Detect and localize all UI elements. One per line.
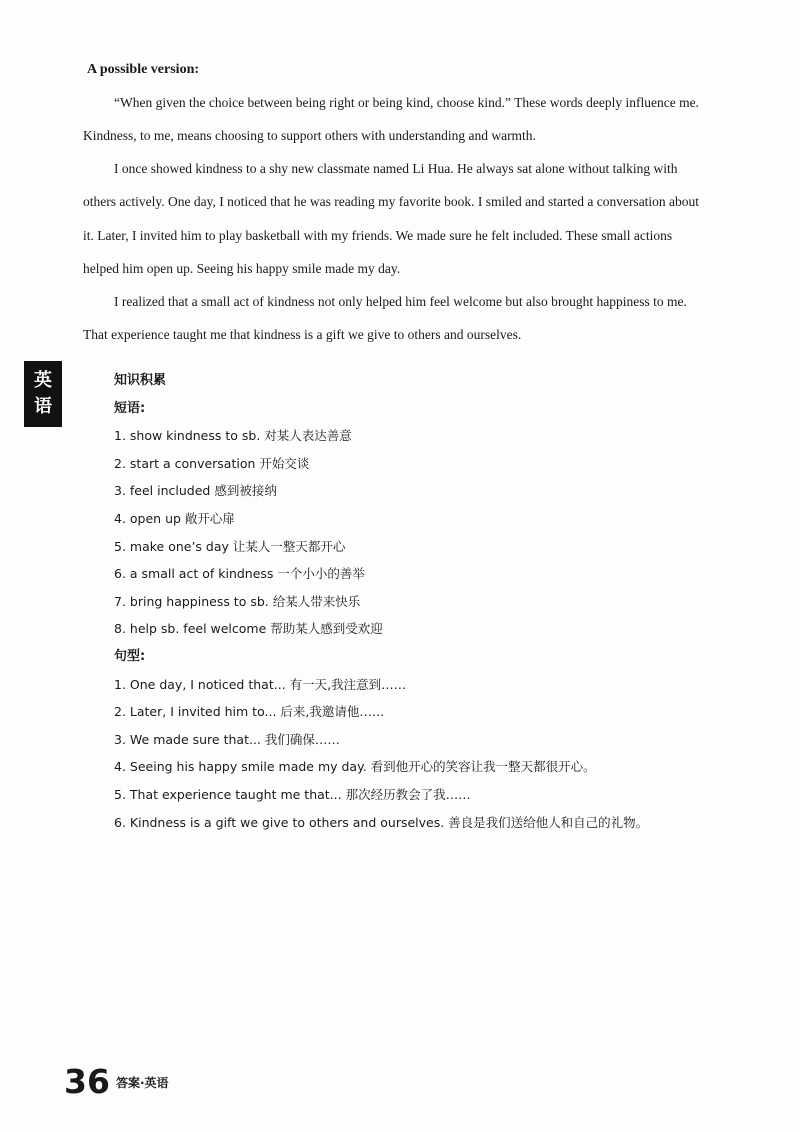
page-number: 36: [64, 1062, 110, 1101]
sentences-title: 句型:: [114, 648, 146, 664]
phrase-item: 8. help sb. feel welcome 帮助某人感到受欢迎: [114, 621, 383, 637]
sentence-item: 1. One day, I noticed that... 有一天,我注意到……: [114, 676, 407, 692]
sentence-item: 5. That experience taught me that... 那次经历教会了我……: [114, 786, 471, 802]
phrase-item: 3. feel included 感到被接纳: [114, 483, 277, 499]
phrase-item: 4. open up 敞开心扉: [114, 510, 235, 526]
phrase-item: 2. start a conversation 开始交谈: [114, 455, 310, 471]
essay-line: “When given the choice between being right or being kind, choose kind.” These words deeply influence me.: [114, 95, 699, 110]
essay-line: I realized that a small act of kindness not only helped him feel welcome but also brought happiness to me.: [114, 294, 687, 309]
notes-title: 知识积累: [114, 373, 167, 388]
essay-line: Kindness, to me, means choosing to support others with understanding and warmth.: [83, 128, 536, 143]
subject-side-tab: [24, 361, 62, 427]
essay-line: That experience taught me that kindness is a gift we give to others and ourselves.: [83, 327, 522, 342]
sentence-item: 4. Seeing his happy smile made my day. 看到他开心的笑容让我一整天都很开心。: [114, 759, 596, 775]
phrase-item: 5. make one’s day 让某人一整天都开心: [114, 538, 346, 554]
phrase-item: 6. a small act of kindness 一个小小的善举: [114, 566, 365, 582]
side-tab-char: 语: [34, 396, 52, 417]
phrase-item: 7. bring happiness to sb. 给某人带来快乐: [114, 593, 361, 609]
side-tab-char: 英: [34, 370, 52, 391]
essay-line: I once showed kindness to a shy new classmate named Li Hua. He always sat alone without talking with: [114, 161, 678, 176]
section-heading: A possible version:: [87, 62, 200, 77]
footer-label: 答案·英语: [116, 1076, 169, 1090]
essay-line: helped him open up. Seeing his happy smile made my day.: [83, 261, 401, 276]
phrase-item: 1. show kindness to sb. 对某人表达善意: [114, 428, 352, 444]
sentence-item: 6. Kindness is a gift we give to others and ourselves. 善良是我们送给他人和自己的礼物。: [114, 814, 649, 830]
essay-line: it. Later, I invited him to play basketball with my friends. We made sure he felt included. These small actions: [83, 228, 673, 243]
phrases-title: 短语:: [114, 400, 146, 416]
knowledge-notes: [114, 367, 754, 836]
essay-line: others actively. One day, I noticed that he was reading my favorite book. I smiled and started a conversation about: [83, 194, 700, 209]
sentence-item: 2. Later, I invited him to... 后来,我邀请他……: [114, 704, 385, 720]
sentence-item: 3. We made sure that... 我们确保……: [114, 731, 340, 747]
